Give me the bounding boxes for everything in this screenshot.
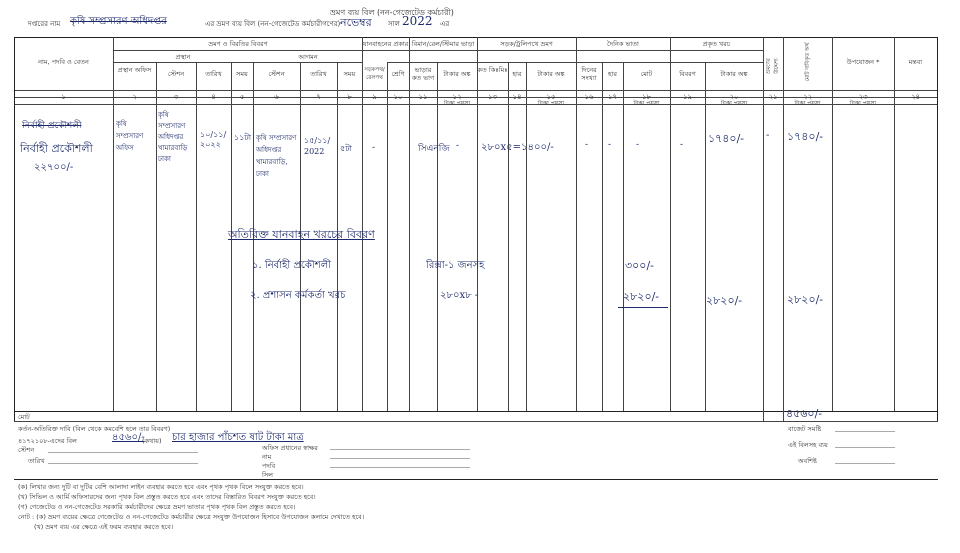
item2-amount-actual: ২৮২০/- — [706, 294, 743, 307]
daily-rate-dash: - — [608, 140, 612, 150]
dep-office-hand: কৃষি সম্প্রসারণ অফিস — [116, 120, 144, 152]
note-1: (ক) লিখার জন্য দুটি বা দুটির বেশি আলাদা লাইন ব্যবহার করতে হবে এবং পৃথক পৃথক বিলে সংযুক্ত করতে হবে। — [18, 483, 304, 491]
sign-label: অফিস প্রধানের স্বাক্ষর — [262, 444, 318, 452]
arr-date-hand: ১৫/১১/ 2022 — [304, 136, 331, 156]
dep-station-hand: কৃষি সম্প্রসারণ অধিদপ্তর খামারবাড়ি ঢাকা — [158, 111, 188, 163]
item2-hand: ২. প্রশাসন কর্মকর্তা খরচ — [250, 290, 346, 301]
item1-amount: ৩০০/- — [625, 259, 654, 272]
ct-amount-hand: ৪৫৬০/- — [112, 432, 145, 443]
col-dep-station: স্টেশন — [167, 70, 185, 78]
col-num-8: ৮ — [347, 93, 352, 101]
col-road-km: কত কিঃমিঃ — [477, 66, 508, 74]
col-daily-total: মোট — [640, 70, 653, 78]
col-dep-date: তারিখ — [205, 70, 222, 78]
month-hand: নভেম্বর — [340, 16, 372, 29]
col-actual-desc: বিবরণ — [679, 70, 696, 78]
dep-time-hand: ১১টা — [234, 133, 252, 142]
grand-total-hand: ৪৫৬০/- — [786, 407, 823, 420]
ct-suffix: (কথায়) — [142, 437, 162, 445]
daily-days-dash: - — [585, 140, 589, 150]
office-label: দপ্তরের নাম — [28, 20, 61, 28]
dep-date-hand: ১০/১১/ ২০২২ — [200, 130, 227, 149]
transport-dash: - — [372, 143, 376, 153]
bill-expense-label: এই বিলসহ ব্যয় — [788, 441, 828, 449]
unit-actual: টাকা পয়সা — [720, 100, 748, 107]
balance-label: অবশিষ্ট — [798, 457, 817, 465]
col-dep-time: সময় — [236, 70, 248, 78]
item1-hand: ১. নির্বাহী প্রকৌশলী — [252, 260, 332, 271]
col-num-11: ১১ — [418, 93, 428, 101]
ct-label: ৪১৭২১০৮-এদের বিল — [18, 437, 77, 445]
col-remarks: উপযোজন * — [846, 58, 880, 66]
col-daily-days: দিনের সংখ্যা — [581, 66, 597, 82]
col-rail-share: ভাড়ার কত ভাগ — [411, 66, 435, 82]
arr-station-hand: কৃষি সম্প্রসারণ অধিদপ্তর খামারবাড়ি, ঢাকা — [256, 134, 297, 178]
col-num-13: ১৩ — [487, 93, 498, 101]
bill-title: ভ্রমণ ব্যয় বিল (নন-গেজেটেড কর্মচারী) — [330, 8, 454, 17]
daily-total-dash: - — [636, 140, 640, 150]
col-num-20: ২০ — [729, 93, 739, 101]
col-num-4: ৪ — [211, 93, 216, 101]
col-road-rate: হার — [512, 70, 522, 78]
seal-label: সিল — [262, 471, 273, 479]
item2-amount-total: ২৮২০/- — [787, 293, 824, 306]
col-name-header: নাম, পদবি ও বেতন — [38, 58, 89, 66]
col-actual-amount: টাকার অঙ্ক — [720, 70, 748, 78]
employee-pay: ২২৭০০/- — [34, 162, 74, 173]
col-num-19: ১৯ — [682, 93, 693, 101]
total-amount-hand: ১৭৪০/- — [787, 130, 824, 143]
year-hand: 2022 — [402, 14, 433, 28]
col-num-10: ১০ — [393, 93, 403, 101]
amount-words-hand: চার হাজার পাঁচশত ষাট টাকা মাত্র — [172, 432, 304, 443]
arr-time-hand: ৫টা — [340, 144, 352, 153]
actual-desc-dash: - — [680, 140, 684, 150]
col-arrival-header: আগমন — [298, 53, 318, 61]
name-label: নাম — [262, 453, 272, 461]
col-num-22: ২২ — [802, 93, 813, 101]
col-num-12: ১২ — [452, 93, 462, 101]
item1-mid-hand: রিক্সা-১ জনসহ — [426, 260, 485, 271]
note-5: (খ) ভ্রমণ ব্যয় এর ক্ষেত্রে এই ফরম ব্যবহার করতে হবে। — [34, 523, 174, 531]
unit-daily: টাকা পয়সা — [633, 100, 660, 107]
col-num-1: ১ — [61, 93, 66, 101]
col-journey-header: ভ্রমণ ও বিরতির বিবরণ — [208, 40, 268, 48]
col-transport: যানবাহনের প্রকার — [362, 40, 409, 48]
col-daily: দৈনিক ভাতা — [607, 40, 639, 48]
note-2: (খ) সিভিল ও আর্মি অফিসারদের জন্য পৃথক বিল প্রস্তুত করতে হবে এবং তাদের বিস্তারিত বিবরণ সংযুক্ত করতে হবে। — [18, 493, 316, 501]
road-mode-hand: সিএনজি — [418, 144, 450, 154]
col-actual: প্রকৃত খরচ — [702, 40, 731, 48]
col-num-14: ১৪ — [512, 93, 522, 101]
designation-label: পদবি — [262, 462, 276, 470]
deduction-label: কর্তন-অতিরিক্ত দাবি (বিল থেকে কমবেশি হলে তার বিবরণ) — [18, 425, 171, 433]
col-transport-road: সড়কপথ/রেলপথ — [364, 67, 385, 81]
col-road: সড়ক/ট্রলিপথে ভ্রমণ — [500, 40, 553, 48]
col-num-9: ৯ — [372, 93, 377, 101]
col-rail: বিমান/রেল/স্টিমার ভাড়া — [411, 40, 475, 48]
item2-calc: ২৮০x৮ - — [440, 290, 479, 301]
col-transport-class: শ্রেণি — [391, 70, 405, 78]
road-amount-hand: ২৮০x৫=১৪০০/- — [481, 142, 554, 153]
col-daily-rate: হার — [608, 70, 617, 78]
year-label: সাল — [388, 20, 400, 28]
unit-remarks: টাকা পয়সা — [849, 100, 877, 107]
col-arr-station: স্টেশন — [268, 70, 285, 78]
col-num-2: ২ — [132, 93, 137, 101]
date-label: তারিখ — [28, 457, 45, 465]
note-4: নোট : (ক) ভ্রমণ ব্যয়ের ক্ষেত্রে গেজেটেড ও নন-গেজেটেড কর্মচারীর ক্ষেত্রে সংযুক্ত উপযোজন হিসাবে উপযোজন কলামে দেখাতে হবে। — [18, 513, 365, 521]
budget-label: বাজেট সমষ্টি — [788, 425, 822, 433]
col-num-5: ৫ — [239, 93, 245, 101]
office-name-hand: কৃষি সম্প্রসারণ অধিদপ্তর — [70, 16, 167, 27]
col-road-amount: টাকার অঙ্ক — [537, 70, 565, 78]
actual-amount-hand: ১৭৪০/- — [708, 132, 745, 145]
col-total: মোট দাবিকৃত অর্থ — [805, 42, 811, 82]
unit-rail: টাকা পয়সা — [443, 100, 471, 107]
station-label: স্টেশন — [18, 446, 35, 454]
unit-road: টাকা পয়সা — [537, 100, 565, 107]
extra-note-hand: অতিরিক্ত যানবাহন খরচের বিবরণ — [228, 228, 375, 241]
col-num-18: ১৮ — [641, 93, 652, 101]
struck-name: নির্বাহী প্রকৌশলী — [22, 121, 82, 131]
item2-amount: ২৮২০/- — [623, 290, 660, 303]
col-num-6: ৬ — [274, 93, 279, 101]
purpose-dash: - — [766, 130, 770, 141]
col-departure-header: প্রস্থান — [175, 53, 191, 61]
unit-total: টাকা পয়সা — [794, 100, 821, 107]
col-num-15: ১৫ — [546, 93, 556, 101]
col-num-16: ১৬ — [584, 93, 594, 101]
col-num-23: ২৩ — [858, 93, 868, 101]
year-suffix: এর — [440, 20, 450, 28]
col-num-17: ১৭ — [607, 93, 618, 101]
col-extra: মন্তব্য — [908, 58, 923, 66]
col-dep-office: প্রস্থান অফিস — [117, 66, 152, 74]
office-line-mid: এর ভ্রমণ ব্যয় বিল (নন-গেজেটেড কর্মচারীগণের) — [205, 20, 341, 28]
col-num-24: ২৪ — [910, 93, 921, 101]
col-num-21: ২১ — [768, 93, 778, 101]
note-3: (গ) গেজেটেড ও নন-গেজেটেড সরকারি কর্মচারীদের ক্ষেত্রে ভ্রমণ ভাতার পৃথক পৃথক বিল প্রস্তুত করতে হবে। — [18, 503, 296, 511]
col-purpose: ভ্রমণের উদ্দেশ্য — [766, 58, 780, 74]
total-label: মোট — [18, 413, 30, 421]
rail-dash: - — [456, 141, 460, 151]
col-arr-date: তারিখ — [310, 70, 327, 78]
col-num-3: ৩ — [173, 93, 179, 101]
employee-designation: নির্বাহী প্রকৌশলী — [20, 142, 93, 155]
col-arr-time: সময় — [343, 70, 356, 78]
col-rail-amount: টাকার অঙ্ক — [443, 70, 471, 78]
col-num-7: ৭ — [316, 93, 321, 101]
